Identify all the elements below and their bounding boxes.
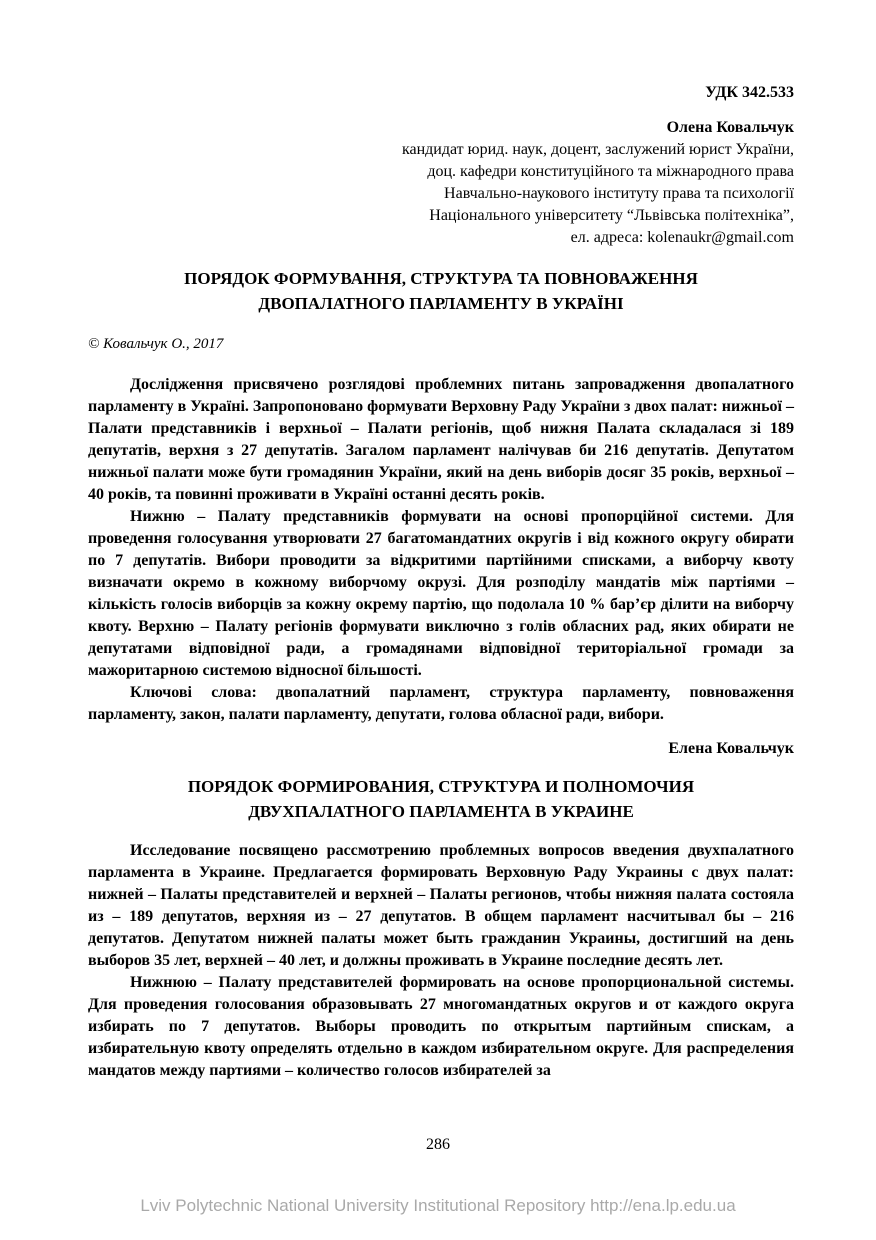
article-title-ru-line1: ПОРЯДОК ФОРМИРОВАНИЯ, СТРУКТУРА И ПОЛНОМОЧИЯ [187, 777, 695, 796]
article-title-ru [88, 774, 794, 824]
abstract-uk [88, 374, 794, 726]
udc-code: УДК 342.533 [705, 84, 794, 101]
author-email-line: ел. адреса: kolenaukr@gmail.com [570, 229, 794, 246]
abstract-ru-paragraph: Исследование посвящено рассмотрению проблемных вопросов введения двухпалатного парламента в Украине. Предлагается формировать Верховную Раду Украины с двух палат: нижней – Палаты представителей и верхней – Палаты регионов, чтобы нижняя палата состояла из – 189 депутатов, верхняя из – 27 депутатов. В общем парламент насчитывал бы – 216 депутатов. Депутатом нижней палаты может быть гражданин Украины, достигший на день выборов 35 лет, верхней – 40 лет, и должны проживать в Украине последние десять лет. [88, 842, 794, 969]
article-title-uk-line1: ПОРЯДОК ФОРМУВАННЯ, СТРУКТУРА ТА ПОВНОВАЖЕННЯ [184, 269, 698, 288]
author-credential-line: Національного університету “Львівська політехніка”, [429, 207, 794, 224]
author-name-uk: Олена Ковальчук [666, 119, 794, 136]
author-credential-line: кандидат юрид. наук, доцент, заслужений юрист України, [401, 141, 794, 158]
author-header-block [88, 117, 794, 249]
abstract-uk-paragraph: Дослідження присвячено розглядові проблемних питань запровадження двопалатного парламенту в Україні. Запропоновано формувати Верховну Раду України з двох палат: нижньої – Палати представників і верхньої – Палати регіонів, щоб нижня Палата складалася зі 189 депутатів, верхня з 27 депутатів. Загалом парламент налічував би 216 депутатів. Депутатом нижньої палати може бути громадянин України, який на день виборів досяг 35 років, верхньої – 40 років, та повинні проживати в Україні останні десять років. [88, 376, 794, 503]
abstract-uk-paragraph: Нижню – Палату представників формувати на основі пропорційної системи. Для проведення голосування утворювати 27 багатомандатних округів і від кожного округу обирати по 7 депутатів. Вибори проводити за відкритими партійними списками, а виборчу квоту визначати окремо в кожному виборчому окрузі. Для розподілу мандатів між партіями – кількість голосів виборців за кожну окрему партію, що подолала 10 % бар’єр ділити на виборчу квоту. Верхню – Палату регіонів формувати виключно з голів обласних рад, яких обирати не депутатами відповідної ради, а громадянами відповідної територіальної громади за мажоритарною системою відносної більшості. [88, 508, 794, 679]
keywords-uk-paragraph: Ключові слова: двопалатний парламент, структура парламенту, повноваження парламенту, закон, палати парламенту, депутати, голова обласної ради, вибори. [88, 684, 794, 723]
author-credential-line: доц. кафедри конституційного та міжнародного права [427, 163, 794, 180]
author-name-ru: Елена Ковальчук [668, 740, 794, 757]
repository-footer: Lviv Polytechnic National University Institutional Repository http://ena.lp.edu.ua [140, 1196, 736, 1215]
page-number: 286 [426, 1136, 450, 1153]
abstract-ru [88, 840, 794, 1082]
article-title-ru-line2: ДВУХПАЛАТНОГО ПАРЛАМЕНТА В УКРАИНЕ [248, 802, 634, 821]
article-title-uk [88, 266, 794, 316]
abstract-ru-paragraph: Нижнюю – Палату представителей формировать на основе пропорциональной системы. Для проведения голосования образовывать 27 многомандатных округов и от каждого округа избирать по 7 депутатов. Выборы проводить по открытым партийным спискам, а избирательную квоту определять отдельно в каждом избирательном округе. Для распределения мандатов между партиями – количество голосов избирателей за [88, 974, 794, 1079]
author-credential-line: Навчально-наукового інституту права та психології [444, 185, 794, 202]
article-title-uk-line2: ДВОПАЛАТНОГО ПАРЛАМЕНТУ В УКРАЇНІ [258, 294, 624, 313]
copyright-notice: © Ковальчук О., 2017 [88, 336, 224, 352]
